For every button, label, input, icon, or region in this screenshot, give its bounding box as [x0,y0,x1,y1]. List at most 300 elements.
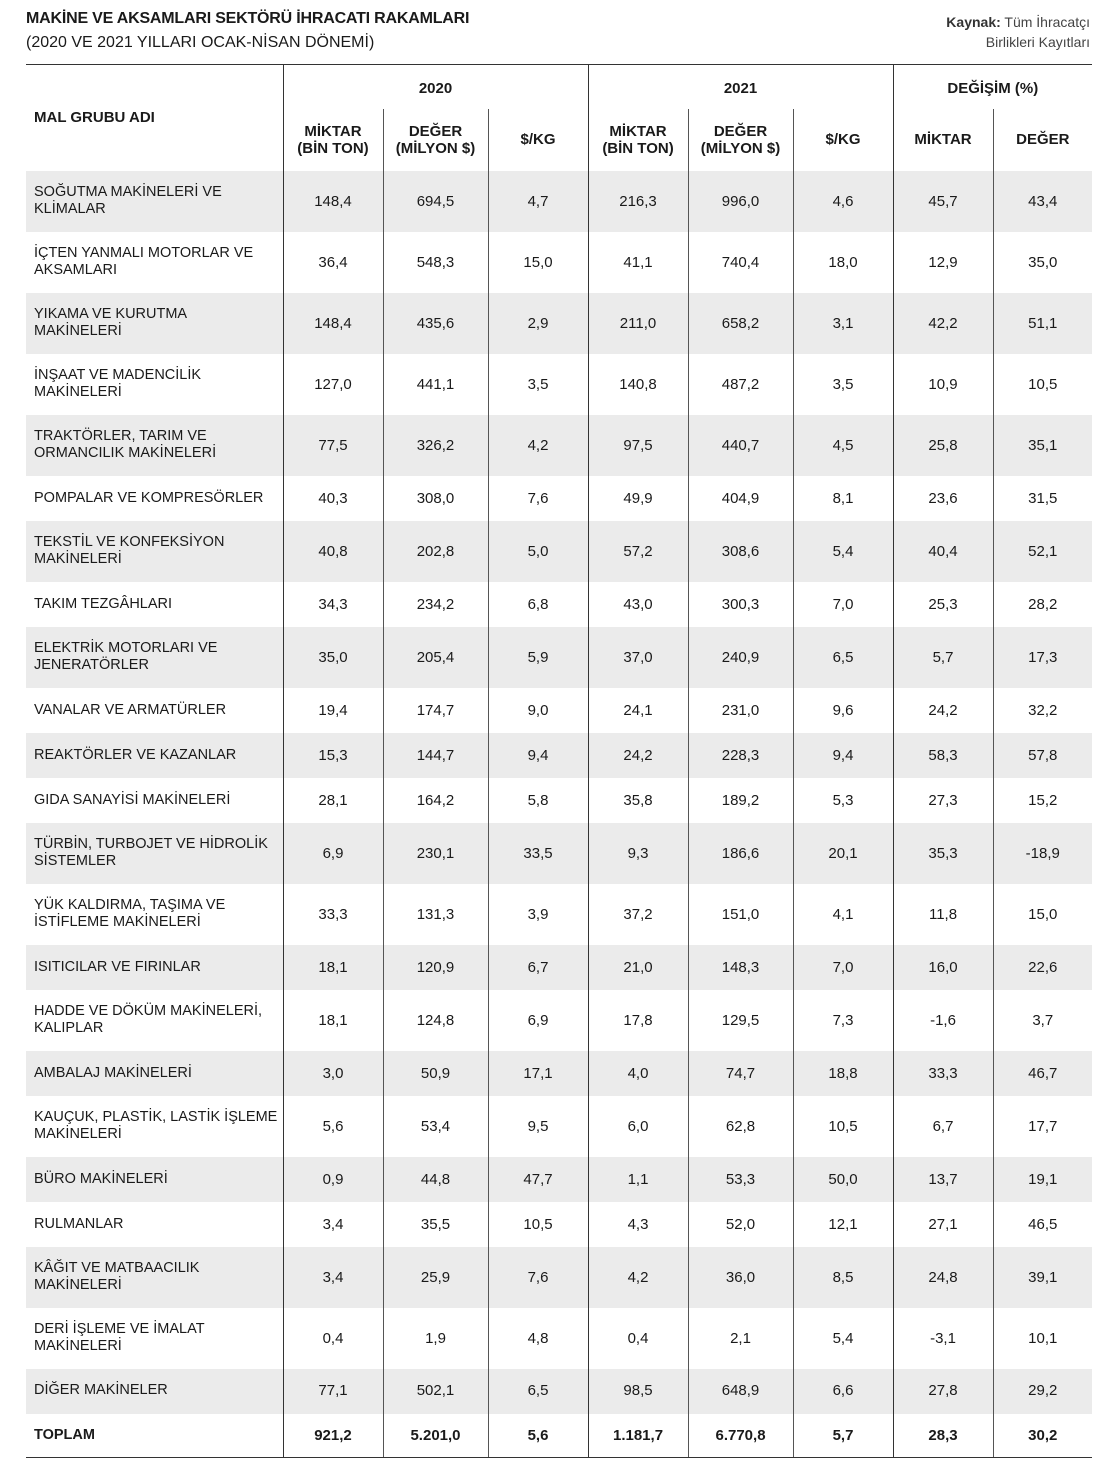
row-cell: 41,1 [588,232,688,293]
row-cell: 40,4 [893,521,993,582]
row-cell: 10,9 [893,354,993,415]
row-cell: 33,5 [488,823,588,884]
row-cell: 129,5 [688,990,793,1051]
row-cell: 39,1 [993,1247,1092,1308]
row-cell: 9,6 [793,688,893,733]
table-row [26,1202,1092,1247]
row-cell: 16,0 [893,945,993,990]
row-cell: 502,1 [383,1369,488,1414]
row-name-line1: HADDE VE DÖKÜM MAKİNELERİ, [34,1003,263,1019]
total-cell: 5,7 [793,1414,893,1458]
row-cell: 62,8 [688,1096,793,1157]
row-group-name [26,171,283,232]
row-cell: 4,3 [588,1202,688,1247]
row-cell: 3,0 [283,1051,383,1096]
row-name-line2: MAKİNELERİ [34,1126,122,1142]
row-cell: 4,7 [488,171,588,232]
row-group-name [26,627,283,688]
row-cell: 24,2 [588,733,688,778]
row-name-line1: RULMANLAR [34,1215,124,1232]
row-cell: 35,0 [283,627,383,688]
row-cell: -3,1 [893,1308,993,1369]
row-cell: 131,3 [383,884,488,945]
row-cell: 13,7 [893,1157,993,1202]
row-cell: 148,4 [283,293,383,354]
row-group-name [26,1369,283,1414]
row-group-name [26,688,283,733]
row-cell: 9,3 [588,823,688,884]
row-name-line2: MAKİNELERİ [34,1277,122,1293]
row-group-name [26,990,283,1051]
row-cell: 3,5 [793,354,893,415]
row-name-line1: POMPALAR VE KOMPRESÖRLER [34,489,264,506]
row-cell: 1,9 [383,1308,488,1369]
row-cell: 996,0 [688,171,793,232]
row-cell: 2,1 [688,1308,793,1369]
table-row [26,232,1092,293]
row-cell: 144,7 [383,733,488,778]
row-cell: 50,9 [383,1051,488,1096]
row-cell: 7,6 [488,476,588,521]
row-cell: 3,5 [488,354,588,415]
row-cell: 440,7 [688,415,793,476]
row-cell: 5,3 [793,778,893,823]
row-cell: 49,9 [588,476,688,521]
row-cell: 189,2 [688,778,793,823]
row-cell: 174,7 [383,688,488,733]
row-cell: 3,9 [488,884,588,945]
row-cell: 77,1 [283,1369,383,1414]
total-cell: 28,3 [893,1414,993,1458]
row-group-name [26,293,283,354]
row-name-line1: GIDA SANAYİSİ MAKİNELERİ [34,791,231,808]
row-cell: 25,9 [383,1247,488,1308]
row-name-line1: TAKIM TEZGÂHLARI [34,595,173,612]
row-group-name [26,1308,283,1369]
row-cell: 151,0 [688,884,793,945]
row-cell: 308,6 [688,521,793,582]
row-cell: 8,1 [793,476,893,521]
row-group-name [26,232,283,293]
row-cell: 3,1 [793,293,893,354]
row-cell: 51,1 [993,293,1092,354]
table-row [26,1096,1092,1157]
row-cell: 6,5 [793,627,893,688]
row-name-line1: İÇTEN YANMALI MOTORLAR VE [34,245,254,261]
row-cell: 6,6 [793,1369,893,1414]
table-row [26,688,1092,733]
row-cell: 29,2 [993,1369,1092,1414]
row-group-name [26,1202,283,1247]
row-cell: 120,9 [383,945,488,990]
header-perkg-2021 [793,109,893,171]
total-cell: 6.770,8 [688,1414,793,1458]
row-name-line1: REAKTÖRLER VE KAZANLAR [34,746,237,763]
row-cell: 46,5 [993,1202,1092,1247]
row-cell: 0,4 [283,1308,383,1369]
row-cell: 7,3 [793,990,893,1051]
row-cell: 10,5 [993,354,1092,415]
header-year-2020: 2020 [283,65,588,109]
row-cell: 53,3 [688,1157,793,1202]
row-cell: 404,9 [688,476,793,521]
row-group-name [26,945,283,990]
table-row [26,415,1092,476]
row-group-name [26,884,283,945]
row-cell: 4,1 [793,884,893,945]
row-group-name [26,1247,283,1308]
table-row [26,1051,1092,1096]
row-cell: 211,0 [588,293,688,354]
row-cell: 8,5 [793,1247,893,1308]
header-change: DEĞİŞİM (%) [893,65,1092,109]
header-line2: (BİN TON) [602,139,674,157]
row-name-line1: KAUÇUK, PLASTİK, LASTİK İŞLEME [34,1109,278,1125]
row-cell: 35,0 [993,232,1092,293]
row-name-line1: TÜRBİN, TURBOJET VE HİDROLİK [34,836,268,852]
row-cell: 5,6 [283,1096,383,1157]
header-value-2020 [383,109,488,171]
row-cell: 240,9 [688,627,793,688]
row-name-line1: TEKSTİL VE KONFEKSİYON [34,534,225,550]
row-cell: 52,0 [688,1202,793,1247]
row-cell: 487,2 [688,354,793,415]
row-cell: 148,4 [283,171,383,232]
row-cell: 18,1 [283,990,383,1051]
row-group-name [26,778,283,823]
row-cell: 3,7 [993,990,1092,1051]
row-cell: 17,1 [488,1051,588,1096]
row-cell: 6,7 [488,945,588,990]
row-name-line2: MAKİNELERİ [34,1338,122,1354]
row-cell: 21,0 [588,945,688,990]
row-cell: 648,9 [688,1369,793,1414]
row-cell: 124,8 [383,990,488,1051]
row-cell: 17,7 [993,1096,1092,1157]
row-cell: 32,2 [993,688,1092,733]
row-cell: 25,3 [893,582,993,627]
row-cell: 58,3 [893,733,993,778]
table-row [26,1157,1092,1202]
row-cell: 5,4 [793,1308,893,1369]
row-cell: 10,5 [793,1096,893,1157]
row-cell: 5,0 [488,521,588,582]
row-cell: 230,1 [383,823,488,884]
page-subtitle: (2020 VE 2021 YILLARI OCAK-NİSAN DÖNEMİ) [26,34,375,51]
header-group-name: MAL GRUBU ADI [26,65,283,171]
total-cell: 1.181,7 [588,1414,688,1458]
row-cell: 2,9 [488,293,588,354]
row-cell: 35,3 [893,823,993,884]
table-row [26,521,1092,582]
total-cell: 5,6 [488,1414,588,1458]
row-cell: 5,4 [793,521,893,582]
row-cell: 308,0 [383,476,488,521]
row-name-line2: SİSTEMLER [34,853,117,869]
row-cell: 53,4 [383,1096,488,1157]
row-cell: 9,4 [793,733,893,778]
row-cell: 27,1 [893,1202,993,1247]
row-cell: 231,0 [688,688,793,733]
header-line1: DEĞER [1016,131,1070,148]
row-cell: 24,1 [588,688,688,733]
header-line2: (BİN TON) [297,139,369,157]
row-name-line1: İNŞAAT VE MADENCİLİK [34,367,202,383]
table-row [26,778,1092,823]
row-cell: 12,9 [893,232,993,293]
row-cell: 52,1 [993,521,1092,582]
row-name-line1: BÜRO MAKİNELERİ [34,1170,168,1187]
row-name-line1: SOĞUTMA MAKİNELERİ VE [34,184,222,200]
row-cell: 37,0 [588,627,688,688]
row-cell: 35,1 [993,415,1092,476]
row-cell: 658,2 [688,293,793,354]
row-cell: 548,3 [383,232,488,293]
row-cell: 9,0 [488,688,588,733]
row-cell: 27,8 [893,1369,993,1414]
row-name-line2: KLİMALAR [34,201,106,217]
row-cell: 140,8 [588,354,688,415]
row-cell: 23,6 [893,476,993,521]
row-cell: 10,1 [993,1308,1092,1369]
row-cell: 4,0 [588,1051,688,1096]
row-cell: 24,2 [893,688,993,733]
total-label: TOPLAM [26,1414,283,1458]
row-cell: 43,4 [993,171,1092,232]
row-cell: 326,2 [383,415,488,476]
row-name-line1: TRAKTÖRLER, TARIM VE [34,428,207,444]
row-cell: 15,3 [283,733,383,778]
table-row [26,627,1092,688]
row-cell: 57,2 [588,521,688,582]
row-name-line2: MAKİNELERİ [34,323,122,339]
row-cell: 205,4 [383,627,488,688]
row-name-line2: JENERATÖRLER [34,657,149,673]
row-cell: 216,3 [588,171,688,232]
source-line1: Tüm İhracatçı [1004,14,1090,30]
row-cell: 97,5 [588,415,688,476]
row-name-line1: DİĞER MAKİNELER [34,1382,168,1399]
total-cell: 30,2 [993,1414,1092,1458]
row-group-name [26,582,283,627]
row-name-line2: MAKİNELERİ [34,551,122,567]
row-cell: 4,2 [588,1247,688,1308]
row-cell: 0,9 [283,1157,383,1202]
header-line2: (MİLYON $) [395,139,476,157]
header-perkg-2020 [488,109,588,171]
row-cell: 25,8 [893,415,993,476]
row-name-line1: ELEKTRİK MOTORLARI VE [34,640,218,656]
row-cell: 0,4 [588,1308,688,1369]
row-cell: 35,8 [588,778,688,823]
header-qty-2020 [283,109,383,171]
row-name-line2: KALIPLAR [34,1020,104,1036]
table-row [26,1247,1092,1308]
row-cell: 18,1 [283,945,383,990]
row-cell: 77,5 [283,415,383,476]
row-cell: 22,6 [993,945,1092,990]
row-cell: 15,2 [993,778,1092,823]
row-cell: 18,8 [793,1051,893,1096]
row-name-line2: MAKİNELERİ [34,384,122,400]
row-cell: 6,9 [488,990,588,1051]
row-cell: 42,2 [893,293,993,354]
row-group-name [26,733,283,778]
row-cell: 202,8 [383,521,488,582]
total-cell: 5.201,0 [383,1414,488,1458]
row-cell: 6,9 [283,823,383,884]
row-cell: 33,3 [283,884,383,945]
row-name-line1: YÜK KALDIRMA, TAŞIMA VE [34,897,226,913]
row-cell: 4,2 [488,415,588,476]
row-cell: -18,9 [993,823,1092,884]
table-row [26,582,1092,627]
row-cell: 694,5 [383,171,488,232]
row-cell: 435,6 [383,293,488,354]
row-cell: 300,3 [688,582,793,627]
source-note [946,12,1090,52]
row-group-name [26,823,283,884]
source-label: Kaynak: [946,14,1001,30]
row-cell: 740,4 [688,232,793,293]
row-cell: 3,4 [283,1247,383,1308]
header-year-2021: 2021 [588,65,893,109]
row-cell: 3,4 [283,1202,383,1247]
row-cell: 19,1 [993,1157,1092,1202]
header-line1: MİKTAR [914,131,972,148]
row-cell: 6,7 [893,1096,993,1157]
table-row [26,823,1092,884]
row-group-name [26,354,283,415]
header-line1: MİKTAR [609,122,667,140]
header-qty-2021 [588,109,688,171]
row-cell: 28,1 [283,778,383,823]
row-cell: 17,3 [993,627,1092,688]
row-cell: 50,0 [793,1157,893,1202]
export-table [26,64,1092,1458]
table-row [26,990,1092,1051]
row-cell: 5,7 [893,627,993,688]
row-cell: 127,0 [283,354,383,415]
row-cell: 164,2 [383,778,488,823]
row-group-name [26,521,283,582]
row-cell: 7,0 [793,945,893,990]
row-cell: 37,2 [588,884,688,945]
row-name-line1: DERİ İŞLEME VE İMALAT [34,1321,205,1337]
row-cell: 7,6 [488,1247,588,1308]
row-group-name [26,1096,283,1157]
row-cell: 24,8 [893,1247,993,1308]
row-cell: 34,3 [283,582,383,627]
row-cell: 19,4 [283,688,383,733]
row-name-line1: YIKAMA VE KURUTMA [34,306,188,322]
row-cell: 36,4 [283,232,383,293]
row-cell: 27,3 [893,778,993,823]
header-change-value [993,109,1092,171]
row-cell: 98,5 [588,1369,688,1414]
row-group-name [26,1157,283,1202]
row-group-name [26,1051,283,1096]
row-name-line2: İSTİFLEME MAKİNELERİ [34,914,201,930]
table-row [26,884,1092,945]
row-cell: 441,1 [383,354,488,415]
row-cell: 40,3 [283,476,383,521]
header-line1: $/KG [825,131,861,148]
row-cell: 4,6 [793,171,893,232]
header-change-qty [893,109,993,171]
row-name-line1: VANALAR VE ARMATÜRLER [34,701,227,718]
row-cell: 148,3 [688,945,793,990]
header-line1: DEĞER [408,122,463,140]
row-cell: 7,0 [793,582,893,627]
row-cell: 31,5 [993,476,1092,521]
table-row [26,354,1092,415]
header-value-2021 [688,109,793,171]
row-cell: 36,0 [688,1247,793,1308]
row-cell: 5,9 [488,627,588,688]
row-cell: 15,0 [993,884,1092,945]
row-cell: 40,8 [283,521,383,582]
row-group-name [26,476,283,521]
table-row [26,1308,1092,1369]
row-cell: 228,3 [688,733,793,778]
row-cell: 11,8 [893,884,993,945]
row-cell: 28,2 [993,582,1092,627]
table-row [26,293,1092,354]
table-row [26,945,1092,990]
row-cell: 44,8 [383,1157,488,1202]
row-cell: 57,8 [993,733,1092,778]
row-cell: 10,5 [488,1202,588,1247]
row-name-line2: ORMANCILIK MAKİNELERİ [34,445,217,461]
row-cell: 43,0 [588,582,688,627]
row-cell: 9,5 [488,1096,588,1157]
row-group-name [26,415,283,476]
table-row [26,476,1092,521]
row-cell: -1,6 [893,990,993,1051]
row-name-line1: ISITICILAR VE FIRINLAR [34,958,201,975]
row-name-line1: KÂĞIT VE MATBAACILIK [34,1260,200,1276]
table-row [26,171,1092,232]
row-cell: 15,0 [488,232,588,293]
row-name-line1: AMBALAJ MAKİNELERİ [34,1064,192,1081]
row-cell: 5,8 [488,778,588,823]
row-cell: 234,2 [383,582,488,627]
table-row [26,733,1092,778]
row-cell: 35,5 [383,1202,488,1247]
row-cell: 186,6 [688,823,793,884]
row-cell: 18,0 [793,232,893,293]
row-cell: 33,3 [893,1051,993,1096]
source-line2: Birlikleri Kayıtları [985,34,1090,50]
row-cell: 4,5 [793,415,893,476]
header-line1: MİKTAR [304,122,362,140]
row-cell: 47,7 [488,1157,588,1202]
header-line1: $/KG [520,131,556,148]
row-cell: 20,1 [793,823,893,884]
row-cell: 6,0 [588,1096,688,1157]
row-cell: 6,5 [488,1369,588,1414]
row-cell: 74,7 [688,1051,793,1096]
table-row [26,1369,1092,1414]
row-cell: 1,1 [588,1157,688,1202]
total-row [26,1414,1092,1458]
row-cell: 17,8 [588,990,688,1051]
header-line1: DEĞER [713,122,768,140]
row-cell: 9,4 [488,733,588,778]
row-cell: 45,7 [893,171,993,232]
row-cell: 6,8 [488,582,588,627]
